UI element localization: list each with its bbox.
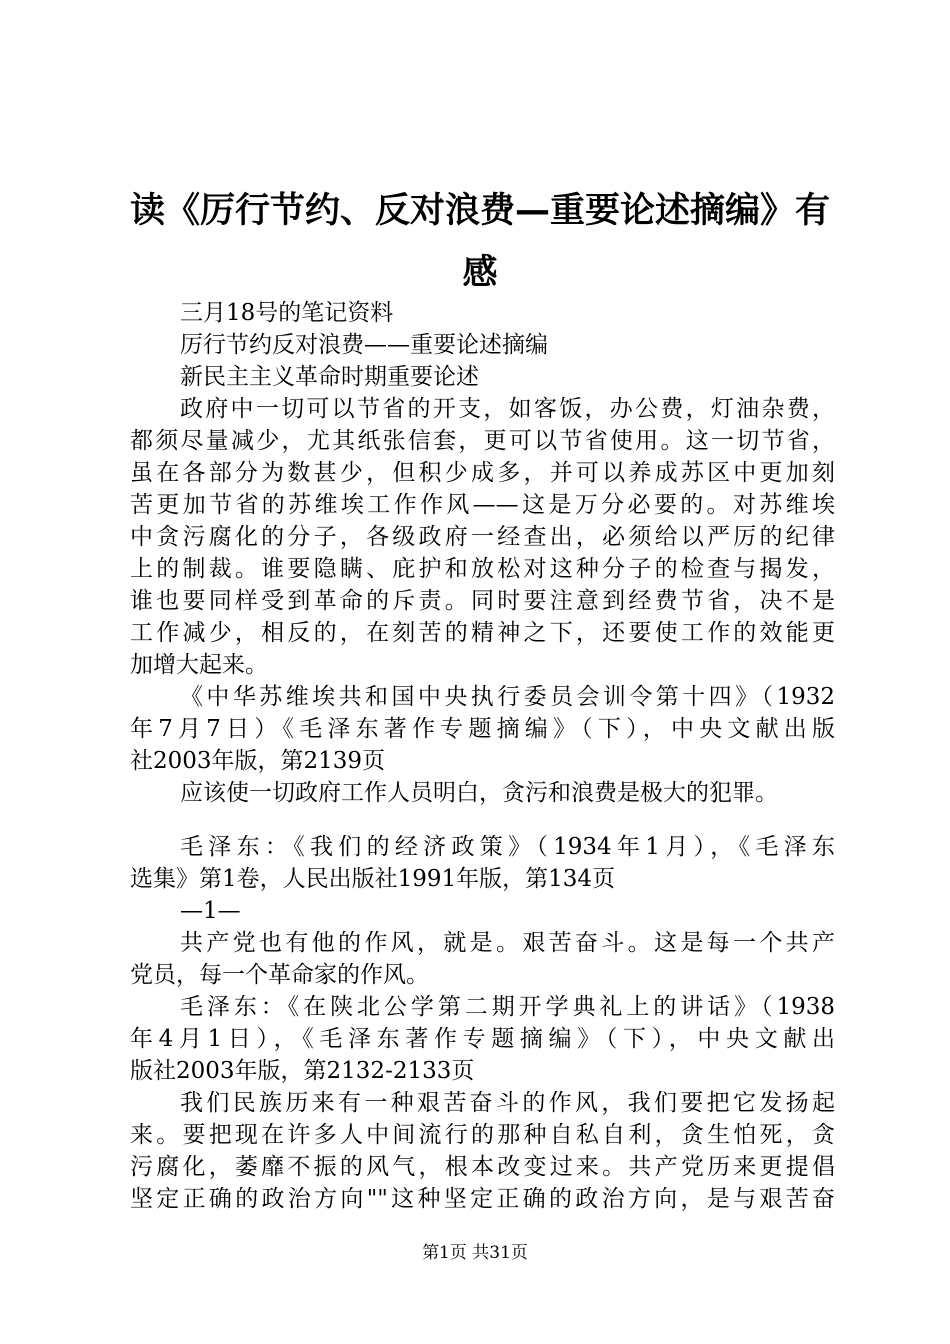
page-marker: —1— [180,898,241,924]
title-line-1: 读《厉行节约、反对浪费—重要论述摘编》有 [129,191,830,231]
paragraph-line: 谁也要同样受到革命的斥责。同时要注意到经费节省，决不是 [130,588,835,614]
paragraph-line: 政府中一切可以节省的开支，如客饭，办公费，灯油杂费， [180,396,835,422]
paragraph-line: 应该使一切政府工作人员明白，贪污和浪费是极大的犯罪。 [180,780,778,806]
paragraph-line: 党员，每一个革命家的作风。 [130,962,429,988]
citation-line: 《中华苏维埃共和国中央执行委员会训令第十四》（1932 [180,684,835,710]
paragraph-line: 我们民族历来有一种艰苦奋斗的作风，我们要把它发扬起 [180,1090,835,1116]
citation-line: 年4月1日），《毛泽东著作专题摘编》（下），中央文献出 [130,1026,835,1052]
paragraph-line: 都须尽量减少，尤其纸张信套，更可以节省使用。这一切节省， [130,428,835,454]
paragraph-line: 加增大起来。 [130,652,268,678]
citation-line: 毛泽东：《在陕北公学第二期开学典礼上的讲话》（1938 [180,994,835,1020]
section-heading: 新民主主义革命时期重要论述 [180,364,479,390]
citation-line: 版社2003年版，第2132-2133页 [130,1058,475,1084]
paragraph-line: 来。要把现在许多人中间流行的那种自私自利，贪生怕死，贪 [130,1122,835,1148]
subtitle-line: 厉行节约反对浪费——重要论述摘编 [180,332,548,358]
note-date-line: 三月18号的笔记资料 [180,300,394,326]
paragraph-line: 苦更加节省的苏维埃工作作风——这是万分必要的。对苏维埃 [130,492,835,518]
paragraph-line: 坚定正确的政治方向""这种坚定正确的政治方向，是与艰苦奋 [130,1186,835,1212]
page-footer: 第1页 共31页 [422,1243,528,1263]
citation-line: 选集》第1卷，人民出版社1991年版，第134页 [130,866,616,892]
citation-line: 年7月7日）《毛泽东著作专题摘编》（下），中央文献出版 [130,716,835,742]
title-line-2: 感 [462,253,498,293]
paragraph-line: 污腐化，萎靡不振的风气，根本改变过来。共产党历来更提倡 [130,1154,835,1180]
paragraph-line: 工作减少，相反的，在刻苦的精神之下，还要使工作的效能更 [130,620,835,646]
paragraph-line: 中贪污腐化的分子，各级政府一经查出，必须给以严厉的纪律 [130,524,835,550]
citation-line: 社2003年版，第2139页 [130,748,386,774]
citation-line: 毛泽东：《我们的经济政策》（1934年1月），《毛泽东 [180,834,835,860]
paragraph-line: 共产党也有他的作风，就是。艰苦奋斗。这是每一个共产 [180,930,835,956]
paragraph-line: 上的制裁。谁要隐瞒、庇护和放松对这种分子的检查与揭发， [130,556,835,582]
paragraph-line: 虽在各部分为数甚少，但积少成多，并可以养成苏区中更加刻 [130,460,835,486]
document-title [110,180,850,304]
